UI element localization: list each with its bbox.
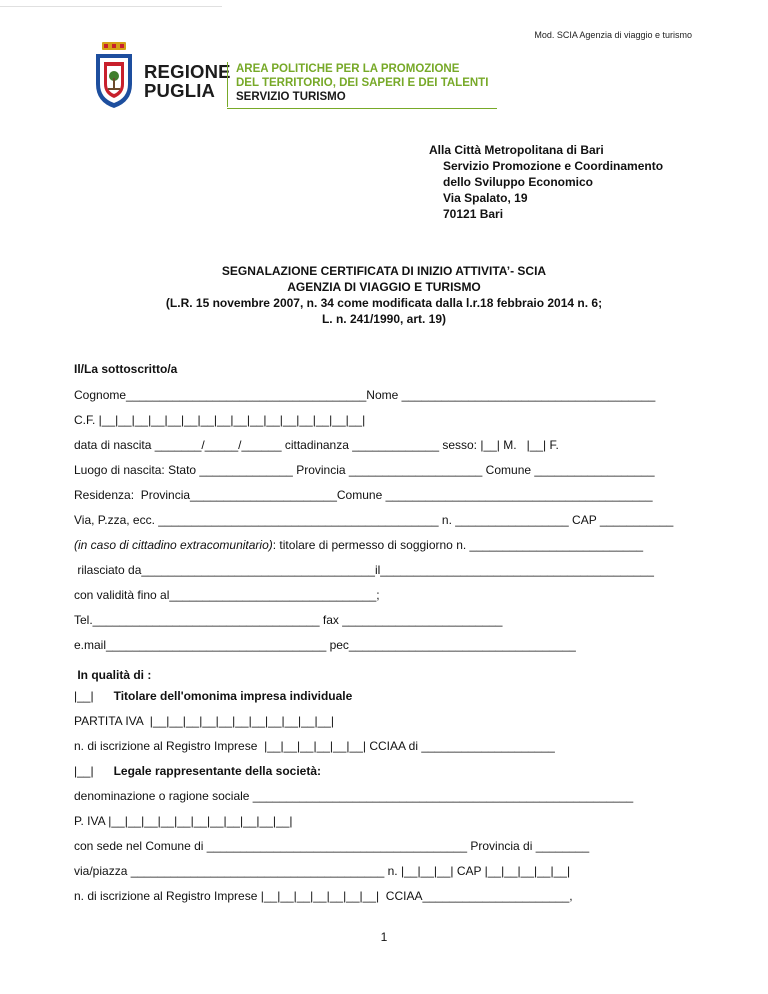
recipient-line-2: Servizio Promozione e Coordinamento [443,159,664,173]
top-rule [0,6,222,7]
coat-of-arms-icon [92,40,136,110]
tax-code-field[interactable]: C.F. |__|__|__|__|__|__|__|__|__|__|__|__|__|__|__|__| [74,413,366,427]
company-name-field[interactable]: denominazione o ragione sociale _________________________________________________________ [74,789,634,803]
validity-field[interactable]: con validità fino al_______________________________; [74,588,380,602]
permit-note: (in caso di cittadino extracomunitario) [74,538,273,552]
permit-field[interactable] [74,538,704,552]
street-field[interactable]: Via, P.zza, ecc. __________________________________________ n. _________________ CAP ___________ [74,513,674,527]
recipient-address [429,142,663,222]
department-underline [227,108,497,109]
brand-line-1: REGIONE [144,61,231,82]
company-vat-field[interactable]: P. IVA |__|__|__|__|__|__|__|__|__|__|__| [74,814,293,828]
capacity-heading: In qualità di : [74,668,152,682]
permit-text: : titolare di permesso di soggiorno n. __________________________ [272,538,644,552]
legal-rep-checkbox[interactable]: |__| [74,764,94,778]
department-line-1: AREA POLITICHE PER LA PROMOZIONE [236,63,460,75]
model-label: Mod. SCIA Agenzia di viaggio e turismo [534,30,692,40]
recipient-line-4: Via Spalato, 19 [443,191,528,205]
company-street-field[interactable]: via/piazza ______________________________________ n. |__|__|__| CAP |__|__|__|__|__| [74,864,571,878]
title-line-1: SEGNALAZIONE CERTIFICATA DI INIZIO ATTIVITA’- SCIA [221,264,547,278]
recipient-line-3: dello Sviluppo Economico [443,175,594,189]
regione-puglia-logo [92,40,232,110]
head-office-field[interactable]: con sede nel Comune di _______________________________________ Provincia di ________ [74,839,590,853]
legal-rep-label: Legale rappresentante della società: [113,764,322,778]
birthplace-field[interactable]: Luogo di nascita: Stato ______________ Provincia ____________________ Comune __________________ [74,463,655,477]
email-pec-field[interactable]: e.mail_________________________________ pec__________________________________ [74,638,576,652]
brand-name [144,62,231,100]
department-header [236,62,500,104]
service-name: SERVIZIO TURISMO [236,91,346,103]
page-number: 1 [380,930,388,944]
registry-number-field[interactable]: n. di iscrizione al Registro Imprese |__|__|__|__|__|__| CCIAA di ____________________ [74,739,555,753]
issued-by-field[interactable]: rilasciato da___________________________________il_________________________________________ [74,563,654,577]
department-line-2: DEL TERRITORIO, DEI SAPERI E DEI TALENTI [236,77,489,89]
birth-date-field[interactable]: data di nascita _______/_____/______ cittadinanza _____________ sesso: |__| M. |__| F. [74,438,559,452]
subscriber-heading: Il/La sottoscritto/a [74,362,178,376]
sole-proprietor-checkbox[interactable]: |__| [74,689,94,703]
title-line-4: L. n. 241/1990, art. 19) [321,312,447,326]
legal-rep-option[interactable] [74,764,321,778]
department-divider [227,62,228,107]
residence-field[interactable]: Residenza: Provincia______________________Comune ________________________________________ [74,488,653,502]
company-registry-field[interactable]: n. di iscrizione al Registro Imprese |__|__|__|__|__|__|__| CCIAA______________________, [74,889,573,903]
vat-number-field[interactable]: PARTITA IVA |__|__|__|__|__|__|__|__|__|__|__| [74,714,335,728]
title-line-3: (L.R. 15 novembre 2007, n. 34 come modificata dalla l.r.18 febbraio 2014 n. 6; [165,296,603,310]
recipient-line-1: Alla Città Metropolitana di Bari [429,143,604,157]
phone-fax-field[interactable]: Tel.__________________________________ fax ________________________ [74,613,503,627]
title-line-2: AGENZIA DI VIAGGIO E TURISMO [287,280,481,294]
surname-name-field[interactable]: Cognome____________________________________Nome ______________________________________ [74,388,656,402]
sole-proprietor-option[interactable] [74,689,352,703]
recipient-line-5: 70121 Bari [443,207,504,221]
sole-proprietor-label: Titolare dell'omonima impresa individuale [113,689,353,703]
brand-line-2: PUGLIA [144,80,216,101]
document-title [0,263,768,327]
